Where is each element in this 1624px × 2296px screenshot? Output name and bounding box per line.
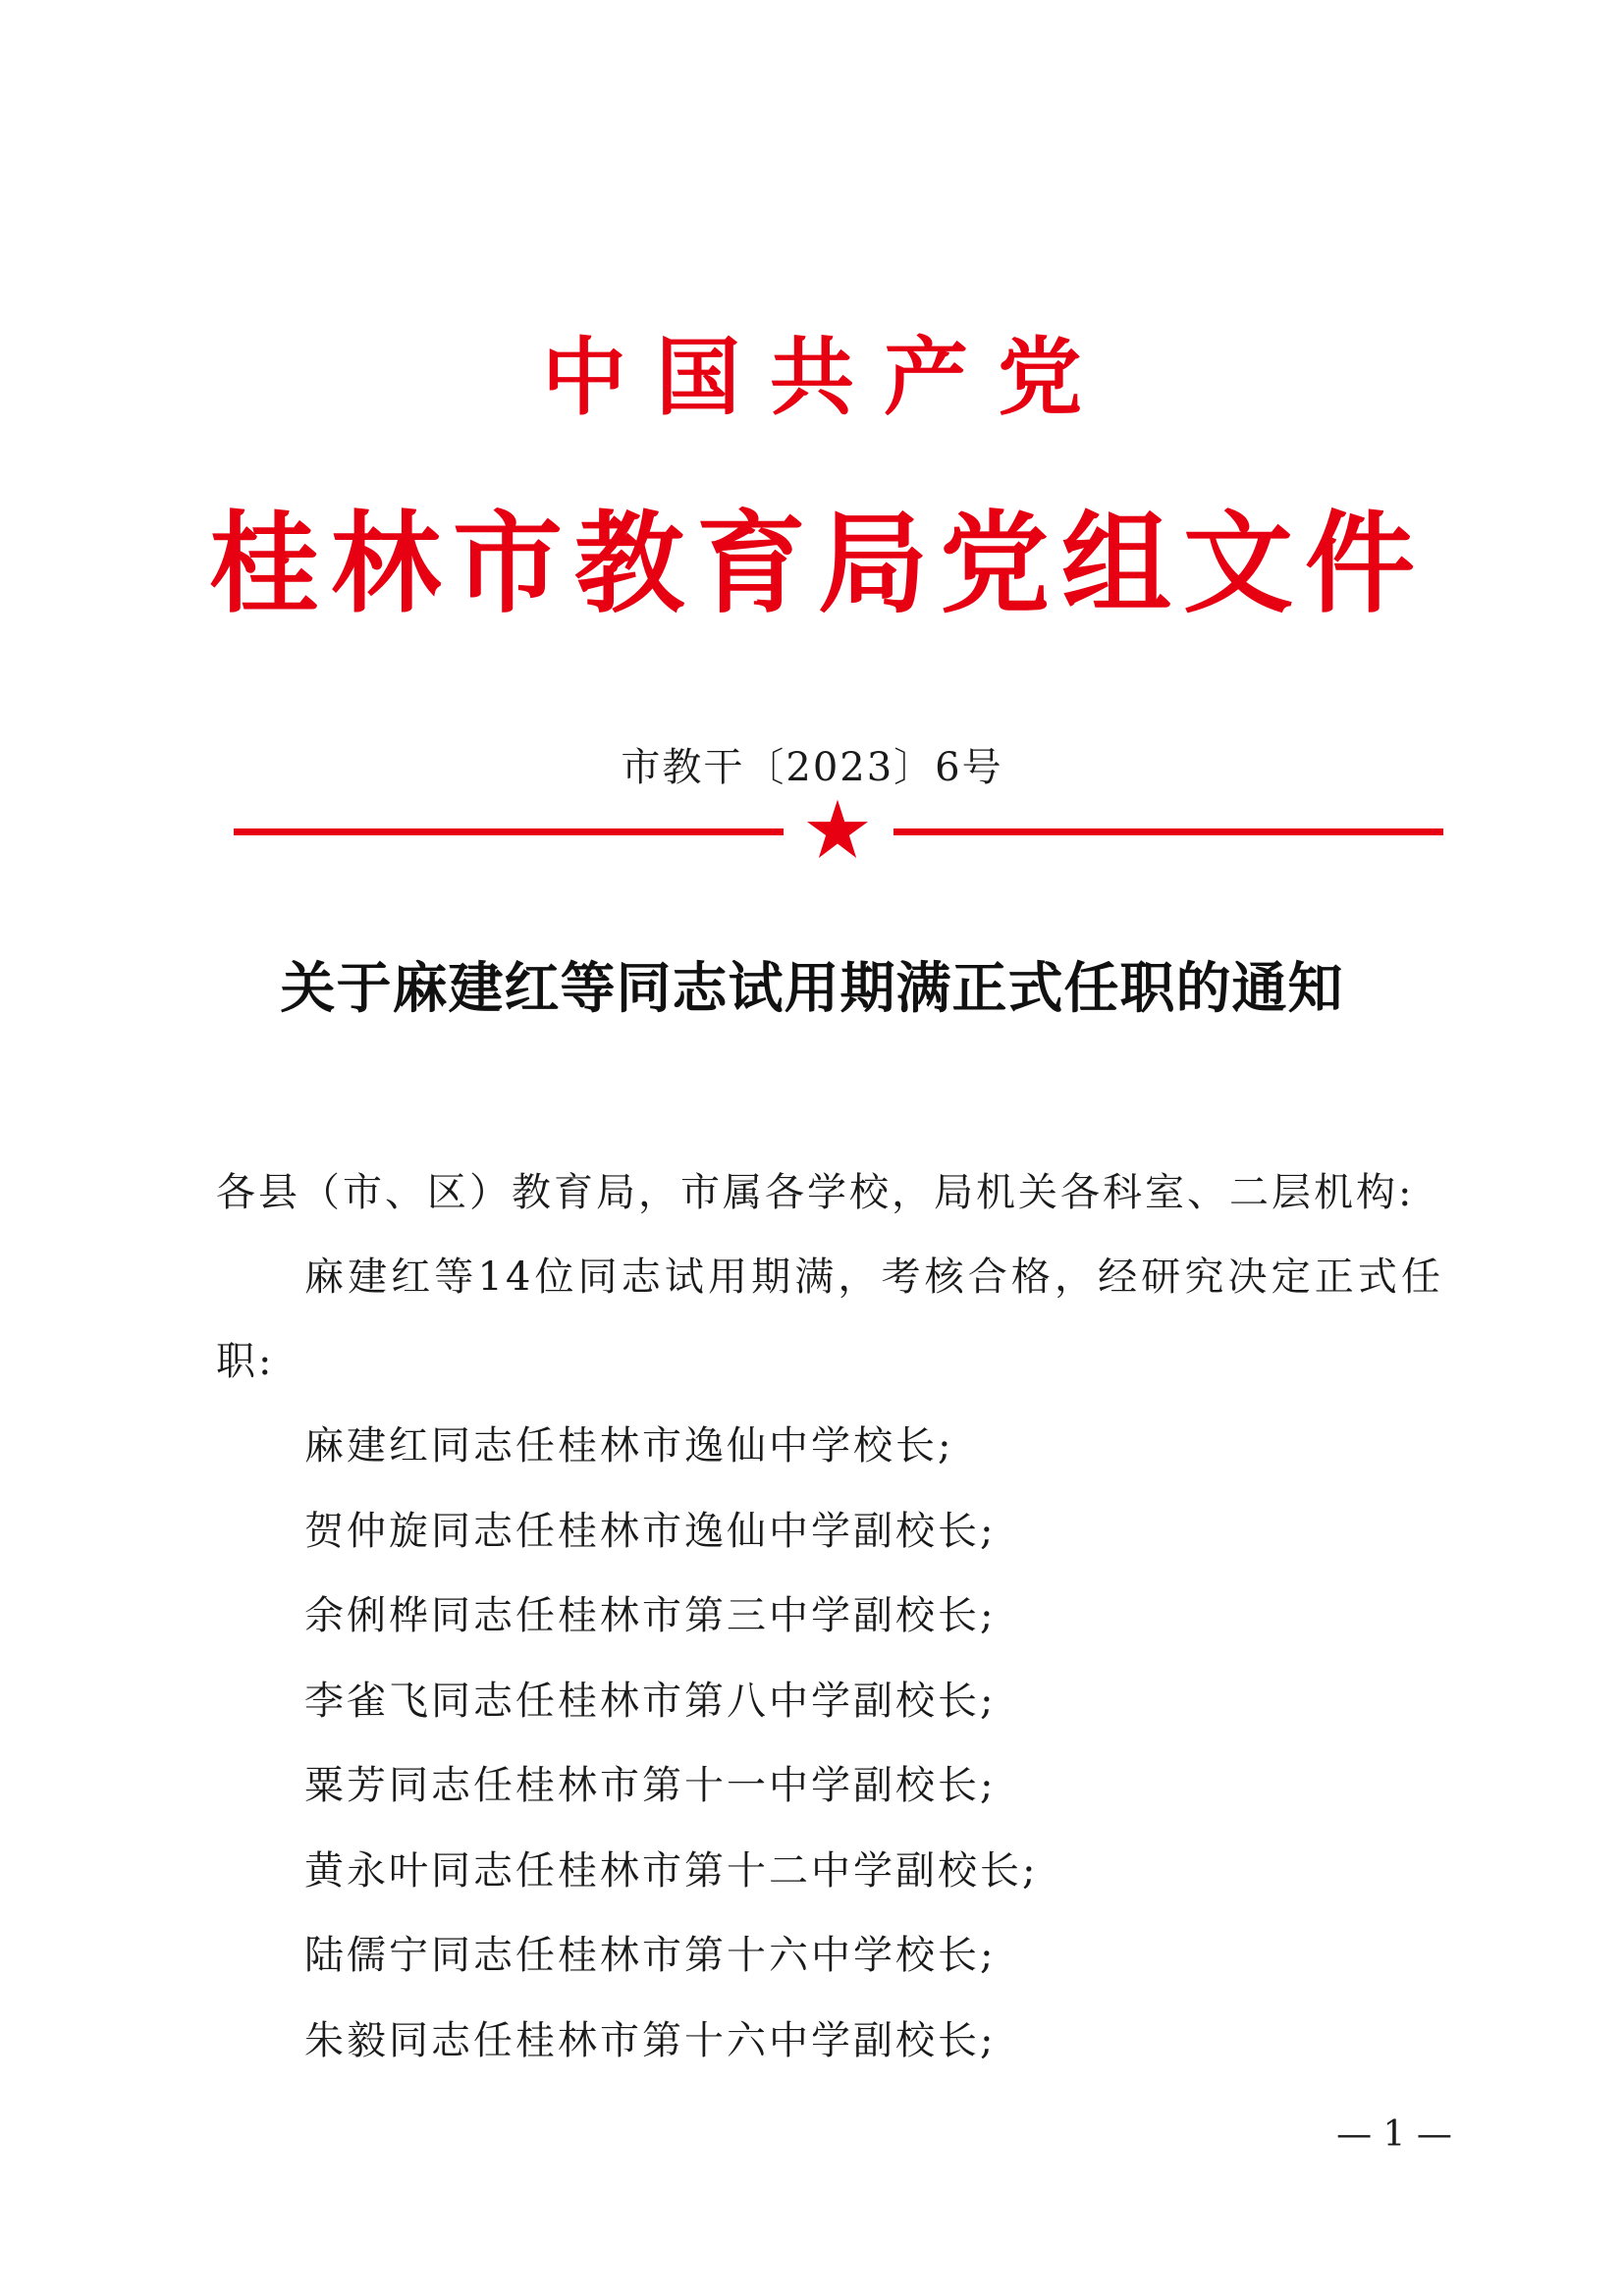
appointment-item: 麻建红同志任桂林市逸仙中学校长;: [304, 1423, 954, 1468]
document-number: 市教干〔2023〕6号: [621, 745, 1003, 790]
appointment-item: 粟芳同志任桂林市第十一中学副校长;: [304, 1763, 997, 1808]
appointment-item: 余俐桦同志任桂林市第三中学副校长;: [304, 1593, 997, 1638]
issuer-line-1: 中国共产党: [542, 329, 1111, 427]
appointment-item: 陆儒宁同志任桂林市第十六中学校长;: [304, 1933, 997, 1978]
separator-line-left: [234, 828, 784, 835]
appointment-list: [304, 1404, 1038, 2083]
page-number: — 1 —: [1336, 2114, 1452, 2155]
appointment-item: 李雀飞同志任桂林市第八中学副校长;: [304, 1678, 997, 1724]
document-title: 关于麻建红等同志试用期满正式任职的通知: [280, 957, 1344, 1021]
issuer-line-2: 桂林市教育局党组文件: [209, 501, 1427, 628]
appointment-item: 贺仲旋同志任桂林市逸仙中学副校长;: [304, 1508, 997, 1554]
star-icon: [805, 797, 870, 862]
salutation: 各县（市、区）教育局，市属各学校，局机关各科室、二层机构:: [216, 1170, 1415, 1215]
appointment-item: 黄永叶同志任桂林市第十二中学副校长;: [304, 1847, 1039, 1894]
appointment-item: 朱毅同志任桂林市第十六中学副校长;: [304, 2017, 997, 2063]
separator-line-right: [893, 828, 1443, 835]
body-paragraph: 麻建红等14位同志试用期满，考核合格，经研究决定正式任职:: [216, 1255, 1443, 1384]
